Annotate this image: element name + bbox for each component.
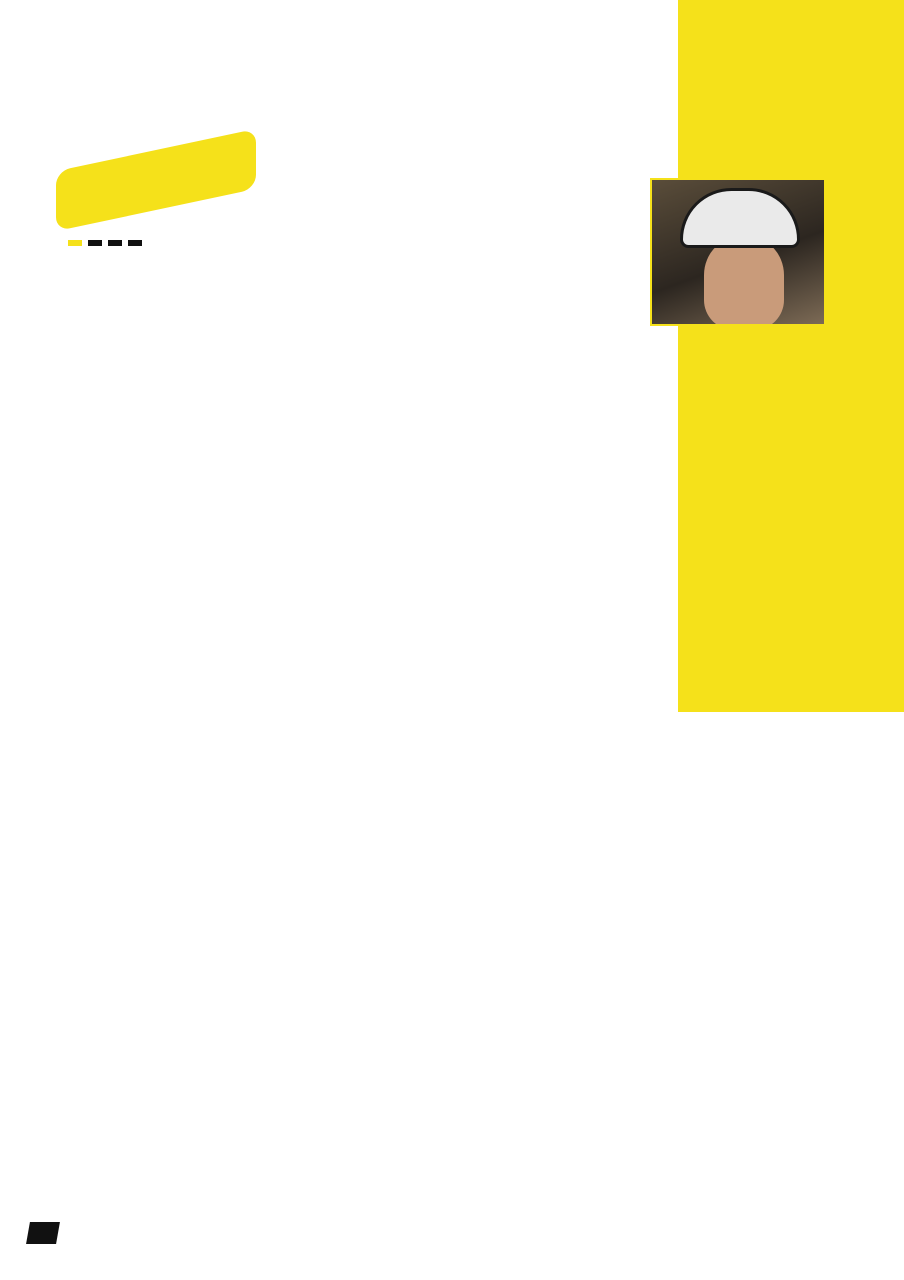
footer-left xyxy=(28,1222,68,1244)
stage-type xyxy=(108,240,122,246)
decorative-shape xyxy=(56,129,256,232)
stage-length xyxy=(88,240,102,246)
stage-profile xyxy=(68,432,634,714)
stage-elevation xyxy=(128,240,142,246)
page-number xyxy=(26,1222,60,1244)
sidebar-panel xyxy=(678,0,904,712)
rider-photo xyxy=(650,178,826,326)
stage-date xyxy=(68,240,82,246)
stage-info-row xyxy=(68,240,142,246)
